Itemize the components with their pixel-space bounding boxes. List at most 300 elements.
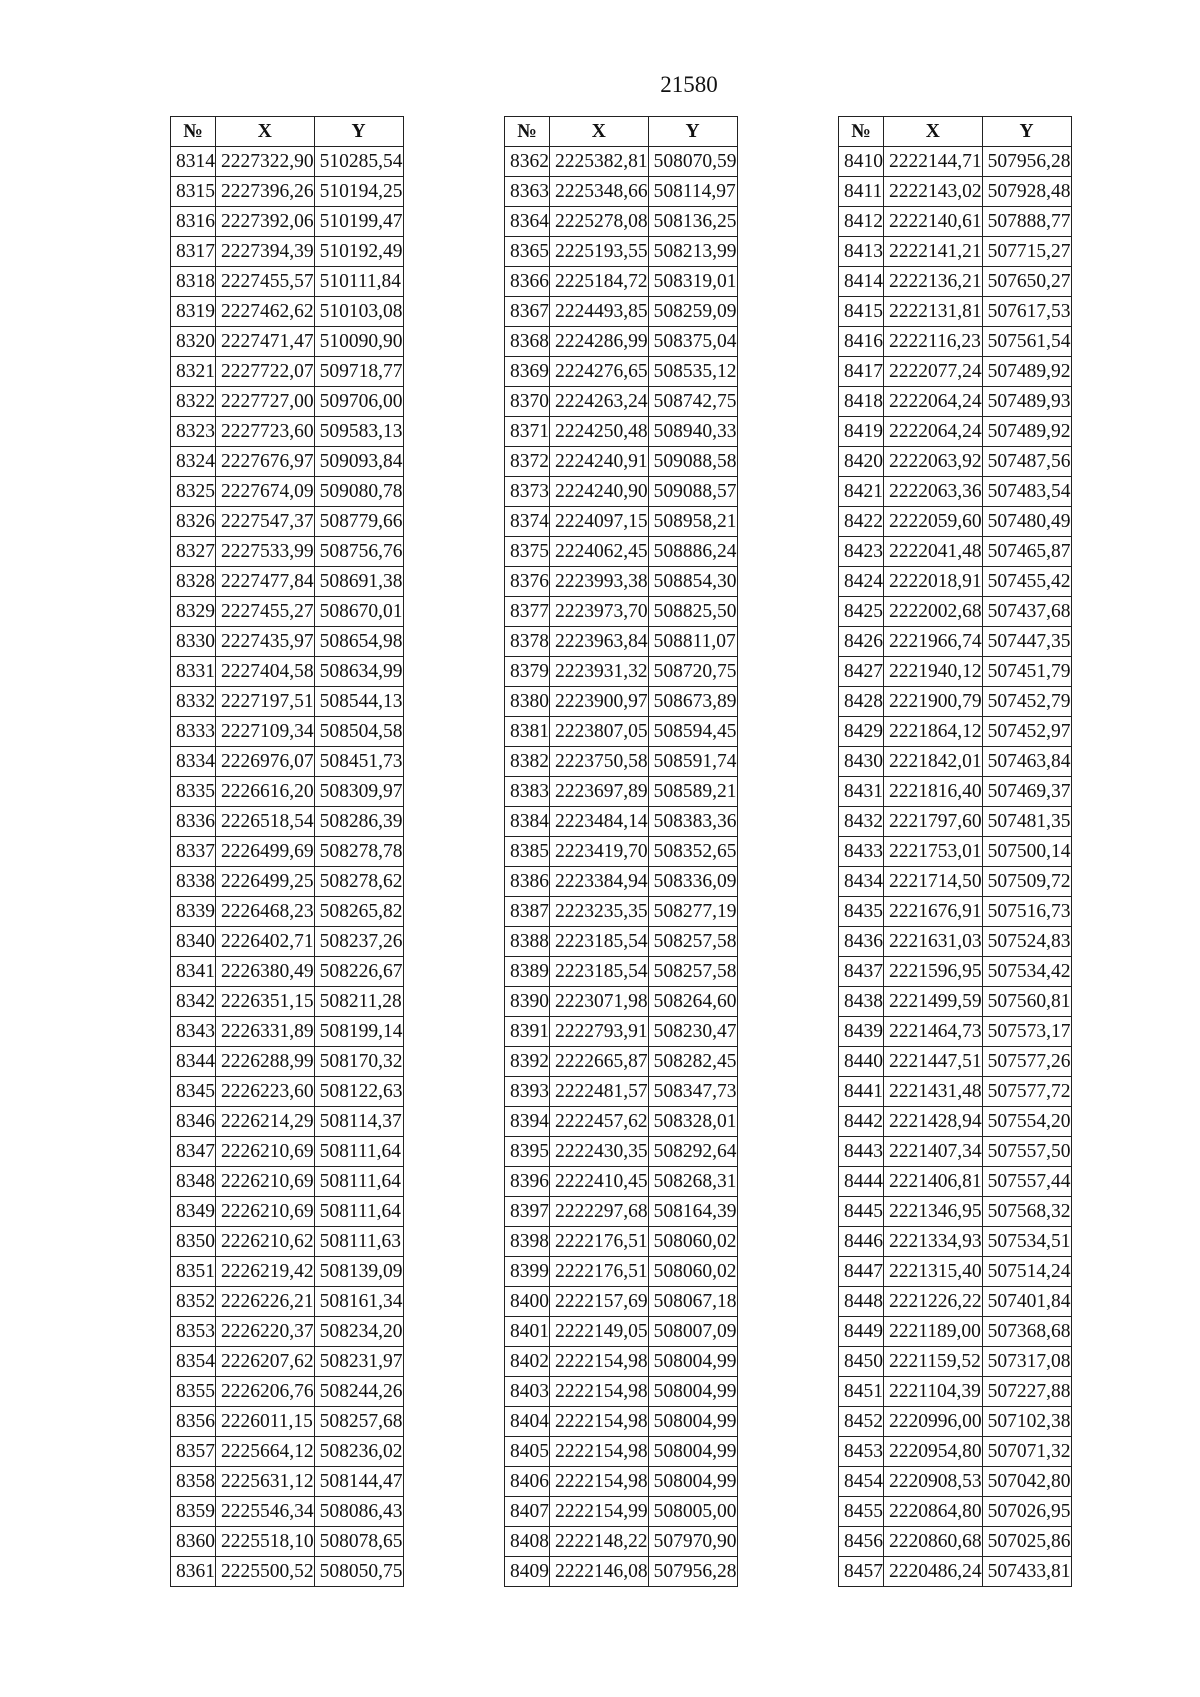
table-row bbox=[839, 1227, 1072, 1257]
x-coordinate-cell: 2221346,95 bbox=[884, 1197, 983, 1227]
y-coordinate-cell: 508122,63 bbox=[314, 1077, 403, 1107]
y-coordinate-cell: 508244,26 bbox=[314, 1377, 403, 1407]
x-coordinate-cell: 2227394,39 bbox=[216, 237, 315, 267]
point-number-cell: 8323 bbox=[171, 417, 216, 447]
table-row bbox=[505, 1257, 738, 1287]
y-coordinate-cell: 507561,54 bbox=[982, 327, 1071, 357]
table-row bbox=[505, 537, 738, 567]
point-number-cell: 8435 bbox=[839, 897, 884, 927]
table-row bbox=[505, 1227, 738, 1257]
y-coordinate-cell: 508170,32 bbox=[314, 1047, 403, 1077]
y-coordinate-cell: 507970,90 bbox=[648, 1527, 737, 1557]
point-number-cell: 8426 bbox=[839, 627, 884, 657]
table-row bbox=[839, 837, 1072, 867]
table-row bbox=[505, 897, 738, 927]
point-number-cell: 8423 bbox=[839, 537, 884, 567]
point-number-cell: 8408 bbox=[505, 1527, 550, 1557]
point-number-cell: 8384 bbox=[505, 807, 550, 837]
y-coordinate-cell: 510199,47 bbox=[314, 207, 403, 237]
y-coordinate-cell: 507888,77 bbox=[982, 207, 1071, 237]
point-number-cell: 8346 bbox=[171, 1107, 216, 1137]
point-number-cell: 8441 bbox=[839, 1077, 884, 1107]
y-coordinate-cell: 508825,50 bbox=[648, 597, 737, 627]
point-number-cell: 8316 bbox=[171, 207, 216, 237]
point-number-cell: 8338 bbox=[171, 867, 216, 897]
x-coordinate-cell: 2222410,45 bbox=[550, 1167, 649, 1197]
point-number-cell: 8398 bbox=[505, 1227, 550, 1257]
x-coordinate-cell: 2221189,00 bbox=[884, 1317, 983, 1347]
x-coordinate-cell: 2222041,48 bbox=[884, 537, 983, 567]
table-row bbox=[505, 1047, 738, 1077]
table-row bbox=[839, 1347, 1072, 1377]
x-coordinate-cell: 2220486,24 bbox=[884, 1557, 983, 1587]
y-coordinate-cell: 508060,02 bbox=[648, 1227, 737, 1257]
point-number-cell: 8419 bbox=[839, 417, 884, 447]
x-coordinate-cell: 2222143,02 bbox=[884, 177, 983, 207]
y-coordinate-cell: 507577,26 bbox=[982, 1047, 1071, 1077]
point-number-cell: 8391 bbox=[505, 1017, 550, 1047]
table-row bbox=[839, 597, 1072, 627]
point-number-cell: 8371 bbox=[505, 417, 550, 447]
table-row bbox=[171, 1557, 404, 1587]
header-y: Y bbox=[648, 117, 737, 147]
y-coordinate-cell: 509718,77 bbox=[314, 357, 403, 387]
point-number-cell: 8372 bbox=[505, 447, 550, 477]
table-row bbox=[839, 1317, 1072, 1347]
x-coordinate-cell: 2227727,00 bbox=[216, 387, 315, 417]
table-row bbox=[171, 1527, 404, 1557]
y-coordinate-cell: 509080,78 bbox=[314, 477, 403, 507]
y-coordinate-cell: 507516,73 bbox=[982, 897, 1071, 927]
x-coordinate-cell: 2222144,71 bbox=[884, 147, 983, 177]
x-coordinate-cell: 2222131,81 bbox=[884, 297, 983, 327]
point-number-cell: 8376 bbox=[505, 567, 550, 597]
table-row bbox=[171, 1227, 404, 1257]
table-row bbox=[839, 987, 1072, 1017]
y-coordinate-cell: 510194,25 bbox=[314, 177, 403, 207]
point-number-cell: 8377 bbox=[505, 597, 550, 627]
x-coordinate-cell: 2227533,99 bbox=[216, 537, 315, 567]
table-row bbox=[505, 327, 738, 357]
y-coordinate-cell: 507534,42 bbox=[982, 957, 1071, 987]
point-number-cell: 8341 bbox=[171, 957, 216, 987]
x-coordinate-cell: 2222457,62 bbox=[550, 1107, 649, 1137]
point-number-cell: 8366 bbox=[505, 267, 550, 297]
y-coordinate-cell: 508352,65 bbox=[648, 837, 737, 867]
table-row bbox=[839, 777, 1072, 807]
x-coordinate-cell: 2221104,39 bbox=[884, 1377, 983, 1407]
table-row bbox=[171, 507, 404, 537]
table-row bbox=[839, 477, 1072, 507]
point-number-cell: 8417 bbox=[839, 357, 884, 387]
x-coordinate-cell: 2227547,37 bbox=[216, 507, 315, 537]
y-coordinate-cell: 507368,68 bbox=[982, 1317, 1071, 1347]
y-coordinate-cell: 508309,97 bbox=[314, 777, 403, 807]
table-row bbox=[505, 1527, 738, 1557]
y-coordinate-cell: 509706,00 bbox=[314, 387, 403, 417]
x-coordinate-cell: 2223973,70 bbox=[550, 597, 649, 627]
point-number-cell: 8425 bbox=[839, 597, 884, 627]
x-coordinate-cell: 2222154,98 bbox=[550, 1437, 649, 1467]
point-number-cell: 8358 bbox=[171, 1467, 216, 1497]
y-coordinate-cell: 508375,04 bbox=[648, 327, 737, 357]
x-coordinate-cell: 2224240,91 bbox=[550, 447, 649, 477]
x-coordinate-cell: 2227197,51 bbox=[216, 687, 315, 717]
x-coordinate-cell: 2222059,60 bbox=[884, 507, 983, 537]
table-row bbox=[839, 717, 1072, 747]
point-number-cell: 8344 bbox=[171, 1047, 216, 1077]
table-row bbox=[839, 297, 1072, 327]
point-number-cell: 8355 bbox=[171, 1377, 216, 1407]
x-coordinate-cell: 2222154,98 bbox=[550, 1407, 649, 1437]
table-row bbox=[171, 1197, 404, 1227]
x-coordinate-cell: 2227455,57 bbox=[216, 267, 315, 297]
y-coordinate-cell: 508277,19 bbox=[648, 897, 737, 927]
table-header-row bbox=[171, 117, 404, 147]
table-row bbox=[171, 1047, 404, 1077]
table-row bbox=[171, 987, 404, 1017]
y-coordinate-cell: 508257,58 bbox=[648, 957, 737, 987]
x-coordinate-cell: 2220954,80 bbox=[884, 1437, 983, 1467]
table-row bbox=[171, 957, 404, 987]
table-row bbox=[171, 1167, 404, 1197]
y-coordinate-cell: 507956,28 bbox=[982, 147, 1071, 177]
x-coordinate-cell: 2221842,01 bbox=[884, 747, 983, 777]
y-coordinate-cell: 508328,01 bbox=[648, 1107, 737, 1137]
x-coordinate-cell: 2226976,07 bbox=[216, 747, 315, 777]
header-x: X bbox=[216, 117, 315, 147]
table-row bbox=[171, 1467, 404, 1497]
y-coordinate-cell: 507071,32 bbox=[982, 1437, 1071, 1467]
point-number-cell: 8444 bbox=[839, 1167, 884, 1197]
y-coordinate-cell: 510103,08 bbox=[314, 297, 403, 327]
point-number-cell: 8412 bbox=[839, 207, 884, 237]
y-coordinate-cell: 507577,72 bbox=[982, 1077, 1071, 1107]
point-number-cell: 8445 bbox=[839, 1197, 884, 1227]
point-number-cell: 8448 bbox=[839, 1287, 884, 1317]
table-row bbox=[839, 357, 1072, 387]
table-row bbox=[171, 297, 404, 327]
point-number-cell: 8350 bbox=[171, 1227, 216, 1257]
x-coordinate-cell: 2226288,99 bbox=[216, 1047, 315, 1077]
x-coordinate-cell: 2225278,08 bbox=[550, 207, 649, 237]
table-body bbox=[171, 147, 404, 1587]
y-coordinate-cell: 508234,20 bbox=[314, 1317, 403, 1347]
x-coordinate-cell: 2224097,15 bbox=[550, 507, 649, 537]
x-coordinate-cell: 2226518,54 bbox=[216, 807, 315, 837]
table-row bbox=[171, 537, 404, 567]
table-row bbox=[171, 447, 404, 477]
y-coordinate-cell: 508078,65 bbox=[314, 1527, 403, 1557]
point-number-cell: 8347 bbox=[171, 1137, 216, 1167]
point-number-cell: 8342 bbox=[171, 987, 216, 1017]
x-coordinate-cell: 2226616,20 bbox=[216, 777, 315, 807]
y-coordinate-cell: 509088,58 bbox=[648, 447, 737, 477]
x-coordinate-cell: 2224286,99 bbox=[550, 327, 649, 357]
table-row bbox=[505, 477, 738, 507]
point-number-cell: 8451 bbox=[839, 1377, 884, 1407]
y-coordinate-cell: 508336,09 bbox=[648, 867, 737, 897]
point-number-cell: 8337 bbox=[171, 837, 216, 867]
point-number-cell: 8443 bbox=[839, 1137, 884, 1167]
y-coordinate-cell: 508670,01 bbox=[314, 597, 403, 627]
table-row bbox=[839, 1557, 1072, 1587]
point-number-cell: 8389 bbox=[505, 957, 550, 987]
y-coordinate-cell: 508292,64 bbox=[648, 1137, 737, 1167]
header-x: X bbox=[884, 117, 983, 147]
y-coordinate-cell: 507928,48 bbox=[982, 177, 1071, 207]
y-coordinate-cell: 507650,27 bbox=[982, 267, 1071, 297]
point-number-cell: 8393 bbox=[505, 1077, 550, 1107]
point-number-cell: 8402 bbox=[505, 1347, 550, 1377]
y-coordinate-cell: 508139,09 bbox=[314, 1257, 403, 1287]
x-coordinate-cell: 2221631,03 bbox=[884, 927, 983, 957]
y-coordinate-cell: 508278,78 bbox=[314, 837, 403, 867]
point-number-cell: 8352 bbox=[171, 1287, 216, 1317]
point-number-cell: 8431 bbox=[839, 777, 884, 807]
point-number-cell: 8329 bbox=[171, 597, 216, 627]
table-row bbox=[839, 927, 1072, 957]
point-number-cell: 8430 bbox=[839, 747, 884, 777]
table-row bbox=[839, 417, 1072, 447]
table-row bbox=[505, 1467, 738, 1497]
y-coordinate-cell: 508236,02 bbox=[314, 1437, 403, 1467]
point-number-cell: 8428 bbox=[839, 687, 884, 717]
table-row bbox=[839, 1257, 1072, 1287]
x-coordinate-cell: 2222297,68 bbox=[550, 1197, 649, 1227]
table-row bbox=[505, 447, 738, 477]
x-coordinate-cell: 2222140,61 bbox=[884, 207, 983, 237]
point-number-cell: 8395 bbox=[505, 1137, 550, 1167]
table-row bbox=[505, 1197, 738, 1227]
y-coordinate-cell: 507489,93 bbox=[982, 387, 1071, 417]
point-number-cell: 8382 bbox=[505, 747, 550, 777]
point-number-cell: 8348 bbox=[171, 1167, 216, 1197]
table-row bbox=[171, 807, 404, 837]
table-row bbox=[505, 1407, 738, 1437]
point-number-cell: 8427 bbox=[839, 657, 884, 687]
y-coordinate-cell: 507481,35 bbox=[982, 807, 1071, 837]
y-coordinate-cell: 508594,45 bbox=[648, 717, 737, 747]
y-coordinate-cell: 507317,08 bbox=[982, 1347, 1071, 1377]
y-coordinate-cell: 507480,49 bbox=[982, 507, 1071, 537]
y-coordinate-cell: 507489,92 bbox=[982, 417, 1071, 447]
x-coordinate-cell: 2227462,62 bbox=[216, 297, 315, 327]
table-row bbox=[839, 177, 1072, 207]
table-row bbox=[505, 387, 738, 417]
y-coordinate-cell: 508004,99 bbox=[648, 1407, 737, 1437]
table-row bbox=[171, 927, 404, 957]
y-coordinate-cell: 508654,98 bbox=[314, 627, 403, 657]
y-coordinate-cell: 507524,83 bbox=[982, 927, 1071, 957]
y-coordinate-cell: 508067,18 bbox=[648, 1287, 737, 1317]
y-coordinate-cell: 508544,13 bbox=[314, 687, 403, 717]
point-number-cell: 8420 bbox=[839, 447, 884, 477]
point-number-cell: 8357 bbox=[171, 1437, 216, 1467]
x-coordinate-cell: 2227722,07 bbox=[216, 357, 315, 387]
x-coordinate-cell: 2226468,23 bbox=[216, 897, 315, 927]
x-coordinate-cell: 2226210,69 bbox=[216, 1167, 315, 1197]
point-number-cell: 8367 bbox=[505, 297, 550, 327]
y-coordinate-cell: 507560,81 bbox=[982, 987, 1071, 1017]
y-coordinate-cell: 508756,76 bbox=[314, 537, 403, 567]
point-number-cell: 8364 bbox=[505, 207, 550, 237]
x-coordinate-cell: 2226499,25 bbox=[216, 867, 315, 897]
y-coordinate-cell: 508383,36 bbox=[648, 807, 737, 837]
y-coordinate-cell: 507102,38 bbox=[982, 1407, 1071, 1437]
table-row bbox=[171, 207, 404, 237]
y-coordinate-cell: 508319,01 bbox=[648, 267, 737, 297]
y-coordinate-cell: 508050,75 bbox=[314, 1557, 403, 1587]
x-coordinate-cell: 2226207,62 bbox=[216, 1347, 315, 1377]
y-coordinate-cell: 508259,09 bbox=[648, 297, 737, 327]
table-row bbox=[839, 507, 1072, 537]
y-coordinate-cell: 507401,84 bbox=[982, 1287, 1071, 1317]
table-row bbox=[171, 1017, 404, 1047]
y-coordinate-cell: 507568,32 bbox=[982, 1197, 1071, 1227]
table-row bbox=[839, 807, 1072, 837]
point-number-cell: 8328 bbox=[171, 567, 216, 597]
coordinate-table-1 bbox=[170, 116, 404, 1587]
table-row bbox=[505, 1317, 738, 1347]
x-coordinate-cell: 2227676,97 bbox=[216, 447, 315, 477]
table-row bbox=[505, 1347, 738, 1377]
x-coordinate-cell: 2223185,54 bbox=[550, 927, 649, 957]
y-coordinate-cell: 509583,13 bbox=[314, 417, 403, 447]
point-number-cell: 8396 bbox=[505, 1167, 550, 1197]
point-number-cell: 8403 bbox=[505, 1377, 550, 1407]
y-coordinate-cell: 508007,09 bbox=[648, 1317, 737, 1347]
point-number-cell: 8354 bbox=[171, 1347, 216, 1377]
point-number-cell: 8380 bbox=[505, 687, 550, 717]
y-coordinate-cell: 508060,02 bbox=[648, 1257, 737, 1287]
table-row bbox=[505, 1137, 738, 1167]
table-row bbox=[839, 657, 1072, 687]
table-row bbox=[171, 1377, 404, 1407]
y-coordinate-cell: 508504,58 bbox=[314, 717, 403, 747]
x-coordinate-cell: 2221406,81 bbox=[884, 1167, 983, 1197]
x-coordinate-cell: 2222665,87 bbox=[550, 1047, 649, 1077]
y-coordinate-cell: 508144,47 bbox=[314, 1467, 403, 1497]
y-coordinate-cell: 507451,79 bbox=[982, 657, 1071, 687]
x-coordinate-cell: 2221431,48 bbox=[884, 1077, 983, 1107]
x-coordinate-cell: 2221464,73 bbox=[884, 1017, 983, 1047]
x-coordinate-cell: 2221226,22 bbox=[884, 1287, 983, 1317]
x-coordinate-cell: 2226011,15 bbox=[216, 1407, 315, 1437]
x-coordinate-cell: 2220864,80 bbox=[884, 1497, 983, 1527]
x-coordinate-cell: 2227674,09 bbox=[216, 477, 315, 507]
table-row bbox=[171, 357, 404, 387]
x-coordinate-cell: 2226210,62 bbox=[216, 1227, 315, 1257]
x-coordinate-cell: 2222002,68 bbox=[884, 597, 983, 627]
y-coordinate-cell: 507463,84 bbox=[982, 747, 1071, 777]
table-row bbox=[171, 1407, 404, 1437]
point-number-cell: 8439 bbox=[839, 1017, 884, 1047]
table-row bbox=[171, 237, 404, 267]
point-number-cell: 8378 bbox=[505, 627, 550, 657]
x-coordinate-cell: 2222146,08 bbox=[550, 1557, 649, 1587]
table-row bbox=[505, 1497, 738, 1527]
page-number: 21580 bbox=[660, 72, 718, 97]
table-body bbox=[505, 147, 738, 1587]
point-number-cell: 8409 bbox=[505, 1557, 550, 1587]
point-number-cell: 8359 bbox=[171, 1497, 216, 1527]
table-row bbox=[505, 1557, 738, 1587]
table-row bbox=[839, 627, 1072, 657]
point-number-cell: 8356 bbox=[171, 1407, 216, 1437]
x-coordinate-cell: 2223384,94 bbox=[550, 867, 649, 897]
x-coordinate-cell: 2222141,21 bbox=[884, 237, 983, 267]
x-coordinate-cell: 2224240,90 bbox=[550, 477, 649, 507]
table-row bbox=[505, 207, 738, 237]
table-row bbox=[171, 1137, 404, 1167]
point-number-cell: 8351 bbox=[171, 1257, 216, 1287]
y-coordinate-cell: 508673,89 bbox=[648, 687, 737, 717]
x-coordinate-cell: 2221334,93 bbox=[884, 1227, 983, 1257]
y-coordinate-cell: 508005,00 bbox=[648, 1497, 737, 1527]
y-coordinate-cell: 508226,67 bbox=[314, 957, 403, 987]
table-row bbox=[505, 567, 738, 597]
table-row bbox=[171, 1317, 404, 1347]
point-number-cell: 8370 bbox=[505, 387, 550, 417]
x-coordinate-cell: 2223235,35 bbox=[550, 897, 649, 927]
x-coordinate-cell: 2227471,47 bbox=[216, 327, 315, 357]
table-row bbox=[839, 687, 1072, 717]
x-coordinate-cell: 2225500,52 bbox=[216, 1557, 315, 1587]
table-row bbox=[171, 747, 404, 777]
x-coordinate-cell: 2225193,55 bbox=[550, 237, 649, 267]
table-row bbox=[171, 1497, 404, 1527]
table-row bbox=[839, 267, 1072, 297]
x-coordinate-cell: 2222063,92 bbox=[884, 447, 983, 477]
header-y: Y bbox=[314, 117, 403, 147]
point-number-cell: 8360 bbox=[171, 1527, 216, 1557]
table-row bbox=[839, 867, 1072, 897]
y-coordinate-cell: 508278,62 bbox=[314, 867, 403, 897]
x-coordinate-cell: 2225518,10 bbox=[216, 1527, 315, 1557]
y-coordinate-cell: 507509,72 bbox=[982, 867, 1071, 897]
point-number-cell: 8362 bbox=[505, 147, 550, 177]
point-number-cell: 8433 bbox=[839, 837, 884, 867]
table-row bbox=[171, 597, 404, 627]
y-coordinate-cell: 507227,88 bbox=[982, 1377, 1071, 1407]
point-number-cell: 8345 bbox=[171, 1077, 216, 1107]
x-coordinate-cell: 2222149,05 bbox=[550, 1317, 649, 1347]
point-number-cell: 8335 bbox=[171, 777, 216, 807]
point-number-cell: 8326 bbox=[171, 507, 216, 537]
point-number-cell: 8324 bbox=[171, 447, 216, 477]
y-coordinate-cell: 507433,81 bbox=[982, 1557, 1071, 1587]
point-number-cell: 8387 bbox=[505, 897, 550, 927]
y-coordinate-cell: 508111,64 bbox=[314, 1137, 403, 1167]
y-coordinate-cell: 508111,64 bbox=[314, 1167, 403, 1197]
y-coordinate-cell: 507483,54 bbox=[982, 477, 1071, 507]
x-coordinate-cell: 2222064,24 bbox=[884, 417, 983, 447]
x-coordinate-cell: 2227404,58 bbox=[216, 657, 315, 687]
table-row bbox=[505, 1437, 738, 1467]
point-number-cell: 8375 bbox=[505, 537, 550, 567]
point-number-cell: 8327 bbox=[171, 537, 216, 567]
point-number-cell: 8416 bbox=[839, 327, 884, 357]
table-row bbox=[171, 717, 404, 747]
table-row bbox=[171, 417, 404, 447]
table-row bbox=[171, 777, 404, 807]
x-coordinate-cell: 2222157,69 bbox=[550, 1287, 649, 1317]
x-coordinate-cell: 2226402,71 bbox=[216, 927, 315, 957]
point-number-cell: 8450 bbox=[839, 1347, 884, 1377]
point-number-cell: 8400 bbox=[505, 1287, 550, 1317]
table-row bbox=[839, 537, 1072, 567]
